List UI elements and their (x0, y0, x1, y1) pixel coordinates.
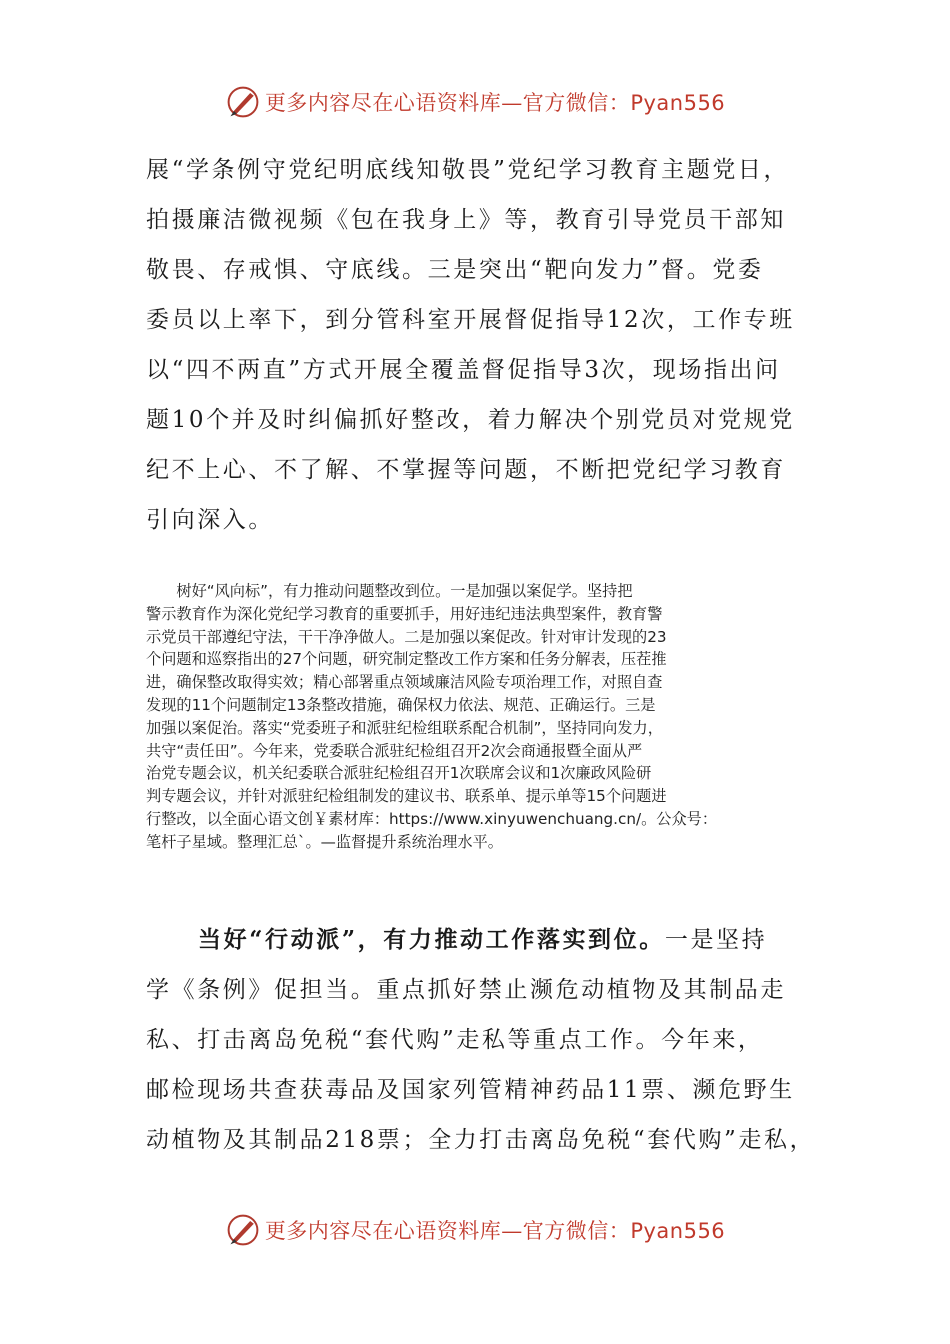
body-paragraph-1 (146, 145, 826, 545)
text-line: 学《条例》促担当。重点抓好禁止濒危动植物及其制品走 (146, 977, 786, 1003)
footer-banner (0, 1210, 950, 1250)
text-line: 判专题会议，并针对派驻纪检组制发的建议书、联系单、提示单等15个问题进 (146, 787, 667, 806)
text-line: 治党专题会议，机关纪委联合派驻纪检组召开1次联席会议和1次廉政风险研 (146, 764, 652, 783)
text-line: 笔杆子星域。整理汇总`。—监督提升系统治理水平。 (146, 832, 503, 851)
body-paragraph-3 (146, 915, 826, 1165)
section-heading: 当好“行动派”，有力推动工作落实到位。 (198, 926, 665, 953)
text-line: 示党员干部遵纪守法，干干净净做人。二是加强以案促改。针对审计发现的23 (146, 627, 667, 646)
text-line: 私、打击离岛免税“套代购”走私等重点工作。今年来， (146, 1027, 764, 1053)
text-line: 纪不上心、不了解、不掌握等问题，不断把党纪学习教育 (146, 457, 786, 483)
body-paragraph-2 (146, 580, 818, 854)
text-line: 题10个并及时纠偏抓好整改，着力解决个别党员对党规党 (146, 407, 795, 433)
text-line: 拍摄廉洁微视频《包在我身上》等，教育引导党员干部知 (146, 207, 786, 233)
text-line: 加强以案促治。落实“党委班子和派驻纪检组联系配合机制”，坚持同向发力， (146, 718, 663, 737)
text-line: 发现的11个问题制定13条整改措施，确保权力依法、规范、正确运行。三是 (146, 695, 656, 714)
text-line: 动植物及其制品218票；全力打击离岛免税“套代购”走私， (146, 1127, 816, 1153)
text-line: 树好“风向标”，有力推动问题整改到位。一是加强以案促学。坚持把 (146, 582, 633, 600)
text-line: 邮检现场共查获毒品及国家列管精神药品11票、濒危野生 (146, 1077, 795, 1103)
text-line: 委员以上率下，到分管科室开展督促指导12次，工作专班 (146, 307, 795, 333)
pen-logo-icon (225, 1212, 261, 1248)
banner-text: 更多内容尽在心语资料库—官方微信：Pyan556 (264, 1219, 726, 1243)
text-line: 敬畏、存戒惧、守底线。三是突出“靶向发力”督。党委 (146, 257, 764, 283)
text-line: 展“学条例守党纪明底线知敬畏”党纪学习教育主题党日， (146, 157, 790, 183)
text-line: 当好“行动派”，有力推动工作落实到位。一是坚持 (198, 926, 768, 953)
text-line: 共守“责任田”。今年来，党委联合派驻纪检组召开2次会商通报暨全面从严 (146, 741, 643, 760)
header-banner (0, 82, 950, 122)
banner-text: 更多内容尽在心语资料库—官方微信：Pyan556 (264, 91, 726, 115)
text-line: 行整改，以全面心语文创￥素材库：https://www.xinyuwenchuang.cn/。公众号： (146, 809, 718, 828)
text-line: 个问题和巡察指出的27个问题，研究制定整改工作方案和任务分解表，压茬推 (146, 650, 667, 669)
text-line: 进，确保整改取得实效；精心部署重点领域廉洁风险专项治理工作，对照自查 (146, 673, 663, 692)
pen-logo-icon (225, 84, 261, 120)
text-line: 警示教育作为深化党纪学习教育的重要抓手，用好违纪违法典型案件，教育警 (146, 604, 663, 623)
text-line: 以“四不两直”方式开展全覆盖督促指导3次，现场指出问 (146, 357, 781, 383)
text-line: 引向深入。 (146, 507, 274, 533)
